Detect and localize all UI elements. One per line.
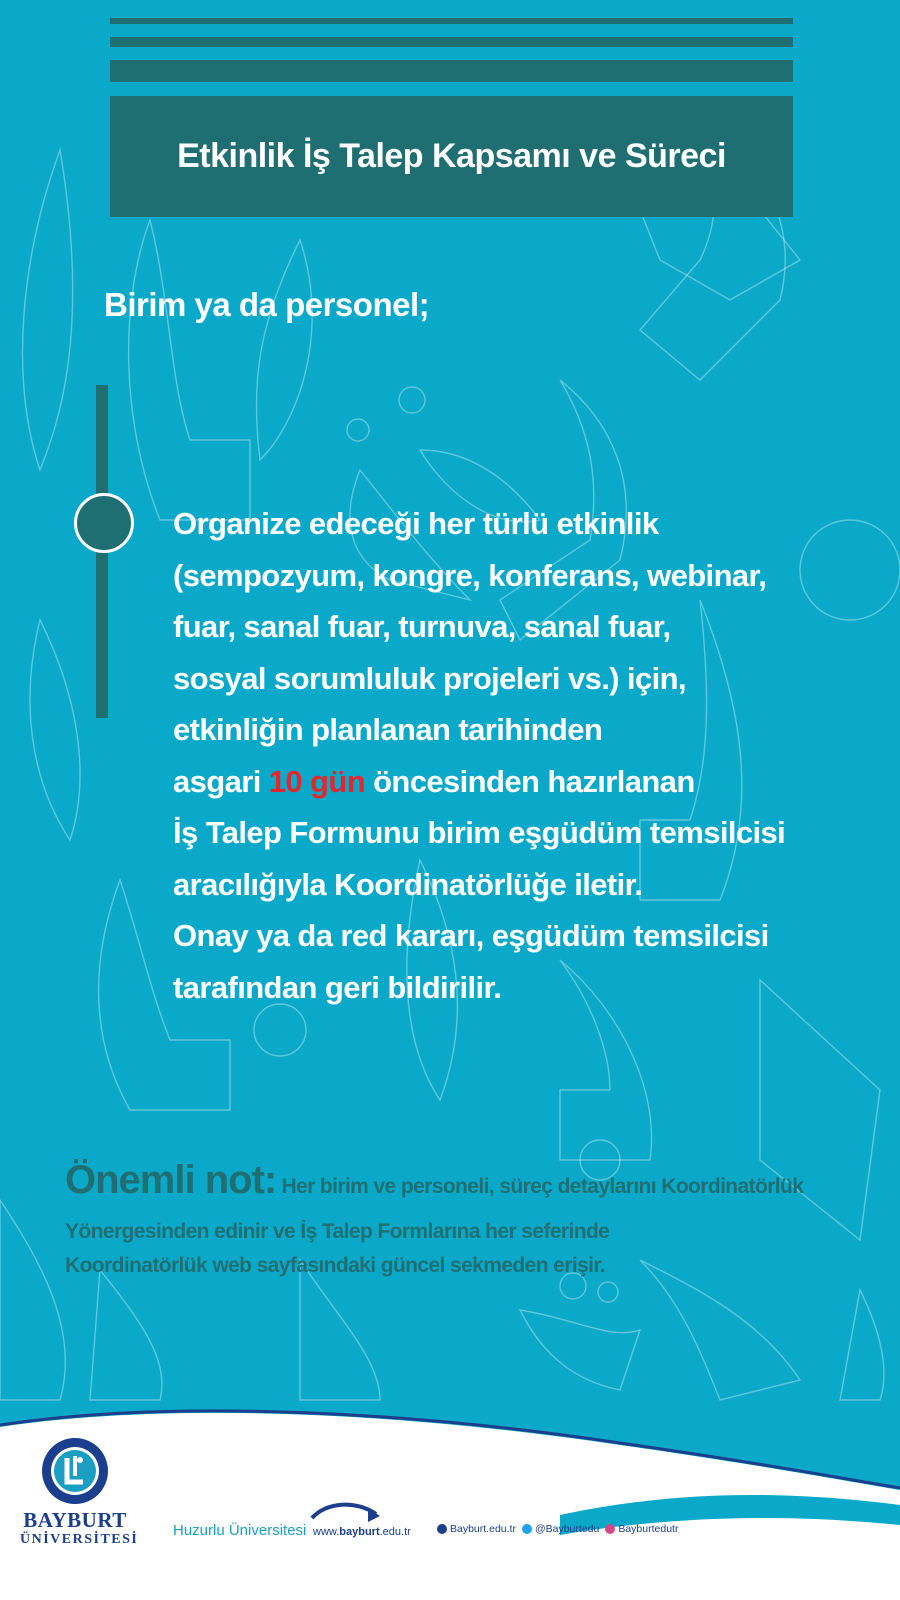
body-line: etkinliğin planlanan tarihinden — [173, 712, 603, 747]
header-stripe-1 — [110, 18, 793, 24]
web-suffix: .edu.tr — [379, 1526, 411, 1538]
timeline-dot — [74, 493, 134, 553]
social-links — [437, 1523, 678, 1535]
subtitle: Birim ya da personel; — [104, 286, 430, 323]
body-line: Organize edeceği her türlü etkinlik — [173, 506, 659, 541]
body-line: fuar, sanal fuar, turnuva, sanal fuar, — [173, 609, 671, 644]
deadline-highlight: 10 gün — [268, 763, 366, 799]
facebook-label: Bayburt.edu.tr — [450, 1523, 516, 1535]
page-title: Etkinlik İş Talep Kapsamı ve Süreci — [177, 137, 726, 175]
body-line: sosyal sorumluluk projeleri vs.) için, — [173, 660, 686, 696]
twitter-icon — [522, 1524, 532, 1534]
note-row: Yönergesinden edinir ve İş Talep Formlarına her seferinde — [65, 1220, 610, 1243]
body-line: aracılığıyla Koordinatörlüğe iletir. — [173, 866, 643, 902]
header-stripe-3 — [110, 60, 793, 82]
instagram-label: Bayburtedutr — [618, 1523, 679, 1535]
title-banner — [110, 96, 793, 217]
university-name-line2: ÜNİVERSİTESİ — [20, 1532, 139, 1547]
website-link[interactable] — [313, 1526, 411, 1538]
note-label: Önemli not: — [65, 1158, 277, 1202]
deadline-after: öncesinden hazırlanan — [365, 763, 695, 799]
body-line: tarafından geri bildirilir. — [173, 969, 502, 1005]
university-logo-icon — [40, 1436, 110, 1506]
web-prefix: www. — [313, 1526, 340, 1538]
instagram-link[interactable] — [605, 1523, 678, 1535]
university-name-line1: BAYBURT — [23, 1508, 127, 1532]
body-line: İş Talep Formunu birim eşgüdüm temsilcisi — [173, 815, 786, 850]
twitter-link[interactable] — [522, 1523, 599, 1535]
footer-wave — [0, 1405, 900, 1600]
university-name — [20, 1508, 139, 1548]
process-description — [173, 498, 853, 1013]
slogan: Huzurlu Üniversitesi — [173, 1522, 307, 1539]
header-stripe-2 — [110, 37, 793, 47]
facebook-link[interactable] — [437, 1523, 516, 1535]
web-bold: bayburt — [339, 1526, 380, 1538]
body-line: Onay ya da red kararı, eşgüdüm temsilcisi — [173, 918, 769, 953]
instagram-icon — [605, 1524, 615, 1534]
deadline-line — [173, 756, 853, 808]
important-note — [65, 1154, 855, 1283]
note-row: Koordinatörlük web sayfasındaki güncel sekmeden erişir. — [65, 1254, 606, 1277]
deadline-before: asgari — [173, 763, 269, 799]
facebook-icon — [437, 1524, 447, 1534]
body-line: (sempozyum, kongre, konferans, webinar, — [173, 557, 767, 593]
note-text: Her birim ve personeli, süreç detaylarını Koordinatörlük — [276, 1175, 804, 1198]
twitter-label: @Bayburtedu — [534, 1523, 600, 1535]
note-row — [65, 1154, 855, 1215]
